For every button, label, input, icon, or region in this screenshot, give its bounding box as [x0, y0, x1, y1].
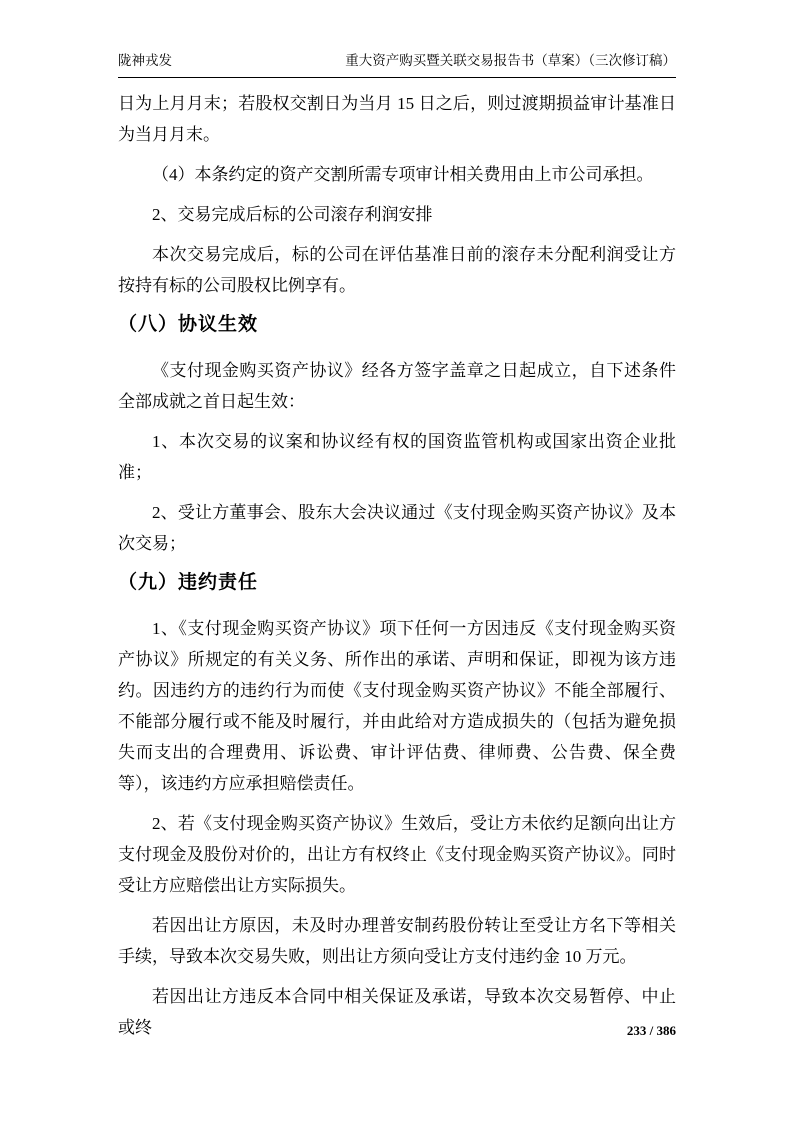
paragraph-effectiveness-intro: 《支付现金购买资产协议》经各方签字盖章之日起成立，自下述条件全部成就之首日起生效： — [118, 361, 676, 411]
section-heading-breach-liability: （九）违约责任 — [118, 572, 259, 593]
page-header — [118, 52, 676, 78]
section-heading-agreement-effectiveness: （八）协议生效 — [118, 314, 259, 335]
paragraph-breach-clause-2: 2、若《支付现金购买资产协议》生效后，受让方未依约足额向出让方支付现金及股份对价的，出让方有权终止《支付现金购买资产协议》。同时受让方应赔偿出让方实际损失。 — [118, 814, 676, 895]
paragraph-effectiveness-condition-2: 2、受让方董事会、股东大会决议通过《支付现金购买资产协议》及本次交易； — [118, 503, 676, 553]
paragraph-breach-transferor-violation: 若因出让方违反本合同中相关保证及承诺，导致本次交易暂停、中止或终 — [118, 987, 676, 1037]
header-company-name: 陇神戎发 — [118, 53, 172, 68]
paragraph-transition-period: 日为上月月末；若股权交割日为当月 15 日之后，则过渡期损益审计基准日为当月月末。 — [118, 94, 676, 144]
header-report-title: 重大资产购买暨关联交易报告书（草案）（三次修订稿） — [345, 53, 676, 68]
paragraph-retained-profit-title: 2、交易完成后标的公司滚存利润安排 — [152, 205, 433, 224]
page-number: 233 / 386 — [626, 1023, 676, 1038]
paragraph-breach-transferor-delay: 若因出让方原因，未及时办理普安制药股份转让至受让方名下等相关手续，导致本次交易失败，则出让方须向受让方支付违约金 10 万元。 — [118, 916, 676, 966]
paragraph-audit-fee: （4）本条约定的资产交割所需专项审计相关费用由上市公司承担。 — [152, 165, 654, 184]
paragraph-effectiveness-condition-1: 1、本次交易的议案和协议经有权的国资监管机构或国家出资企业批准； — [118, 432, 676, 482]
paragraph-retained-profit-body: 本次交易完成后，标的公司在评估基准日前的滚存未分配利润受让方按持有标的公司股权比例享有。 — [118, 245, 676, 295]
page-footer — [118, 1022, 676, 1040]
document-body — [118, 88, 676, 1052]
paragraph-breach-clause-1: 1、《支付现金购买资产协议》项下任何一方因违反《支付现金购买资产协议》所规定的有关义务、所作出的承诺、声明和保证，即视为该方违约。因违约方的违约行为而使《支付现金购买资产协议》不能全部履行、不能部分履行或不能及时履行，并由此给对方造成损失的（包括为避免损失而支出的合理费用、诉讼费、审计评估费、律师费、公告费、保全费等），该违约方应承担赔偿责任。 — [118, 619, 676, 793]
